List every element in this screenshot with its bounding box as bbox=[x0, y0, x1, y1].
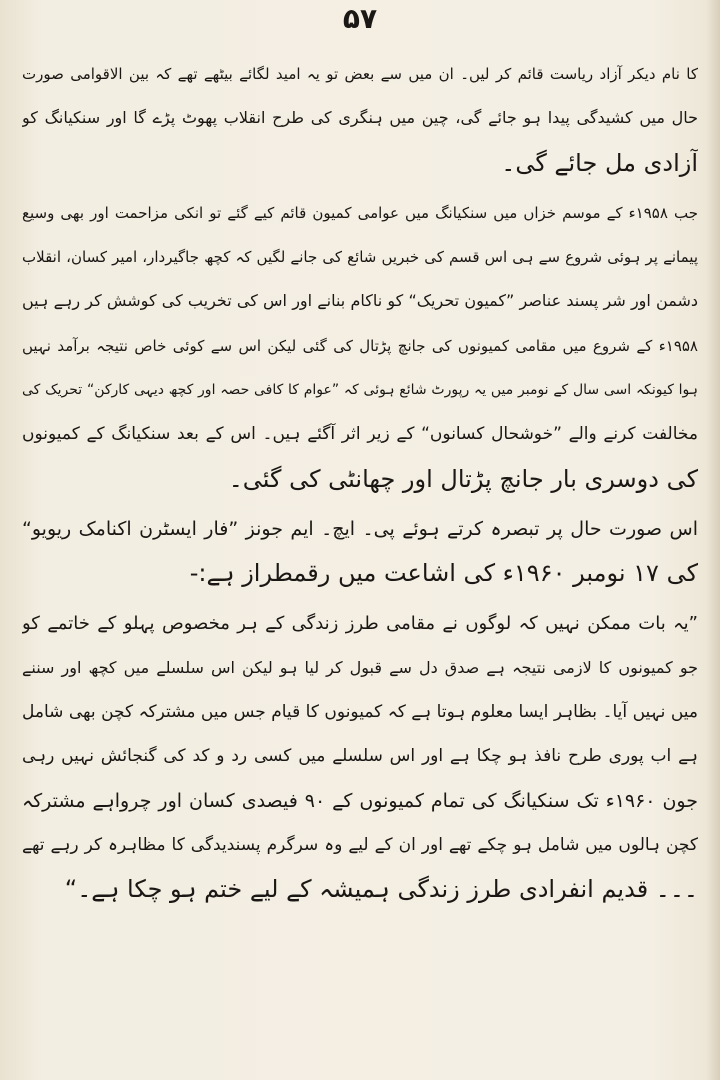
text-line: حال میں کشیدگی پیدا ہو جائے گی، چین میں ہنگری کی طرح انقلاب پھوٹ پڑے گا اور سنکیانگ کو bbox=[22, 108, 698, 128]
text-line: اس صورت حال پر تبصرہ کرتے ہوئے پی۔ ایچ۔ ایم جونز ”فار ایسٹرن اکنامک ریویو“ bbox=[22, 517, 698, 540]
text-line: دشمن اور شر پسند عناصر ”کمیون تحریک“ کو ناکام بنانے اور اس کی تخریب کی کوشش کر رہے ہیں bbox=[22, 291, 698, 311]
text-line: کی دوسری بار جانچ پڑتال اور چھانٹی کی گئی۔ bbox=[228, 464, 698, 493]
quote-line: ”یہ بات ممکن نہیں کہ لوگوں نے مقامی طرز زندگی کے ہر مخصوص پہلو کے خاتمے کو bbox=[22, 612, 698, 634]
text-line: ہوا کیونکہ اسی سال کے نومبر میں یہ رپورٹ شائع ہوئی کہ ”عوام کا کافی حصہ اور کچھ دیہی کارکن“ تحریک کی bbox=[22, 382, 698, 399]
quote-line: میں نہیں آیا۔ بظاہر ایسا معلوم ہوتا ہے کہ کمیونوں کا قیام جس میں مشترکہ کچن بھی شامل bbox=[22, 702, 698, 723]
body-text bbox=[22, 52, 698, 912]
quote-line: کچن ہالوں میں شامل ہو چکے تھے اور ان کے لیے وہ سرگرم پسندیدگی کا مظاہرہ کر رہے تھے bbox=[22, 835, 698, 856]
quote-line: ۔۔۔ قدیم انفرادی طرز زندگی ہمیشہ کے لیے ختم ہو چکا ہے۔“ bbox=[64, 875, 698, 904]
text-line: مخالفت کرنے والے ”خوشحال کسانوں“ کے زیر اثر آگئے ہیں۔ اس کے بعد سنکیانگ کے کمیونوں bbox=[22, 424, 698, 445]
text-line: ۱۹۵۸ء کے شروع میں مقامی کمیونوں کی جانچ پڑتال کی گئی لیکن اس سے کوئی خاص نتیجہ برآمد نہیں bbox=[22, 336, 698, 355]
text-line: کا نام دیکر آزاد ریاست قائم کر لیں۔ ان میں سے بعض تو یہ امید لگائے بیٹھے تھے کہ بین الاقوامی صورت bbox=[22, 65, 698, 83]
quote-line: جو کمیونوں کا لازمی نتیجہ ہے صدق دل سے قبول کر لیا ہو لیکن اس سلسلے میں کچھ اور سننے bbox=[22, 657, 698, 677]
text-line: آزادی مل جائے گی۔ bbox=[501, 148, 698, 177]
quote-line: ہے اب پوری طرح نافذ ہو چکا ہے اور اس سلسلے میں کسی رد و کد کی گنجائش نہیں رہی bbox=[22, 746, 698, 767]
page-number: ۵۷ bbox=[342, 2, 378, 35]
text-line: کی ۱۷ نومبر ۱۹۶۰ء کی اشاعت میں رقمطراز ہے:- bbox=[189, 559, 698, 588]
text-line: جب ۱۹۵۸ء کے موسم خزاں میں سنکیانگ میں عوامی کمیون قائم کیے گئے تو انکی مزاحمت اور بھی وسیع bbox=[22, 203, 698, 222]
quote-line: جون ۱۹۶۰ء تک سنکیانگ کی تمام کمیونوں کے ۹۰ فیصدی کسان اور چرواہے مشترکہ bbox=[22, 789, 698, 812]
text-line: پیمانے پر ہوئی شروع سے ہی اس قسم کی خبریں شائع کی جانے لگیں کہ کچھ جاگیردار، امیر کسان، انقلاب bbox=[22, 248, 698, 267]
page-edge-shadow bbox=[706, 0, 720, 1080]
